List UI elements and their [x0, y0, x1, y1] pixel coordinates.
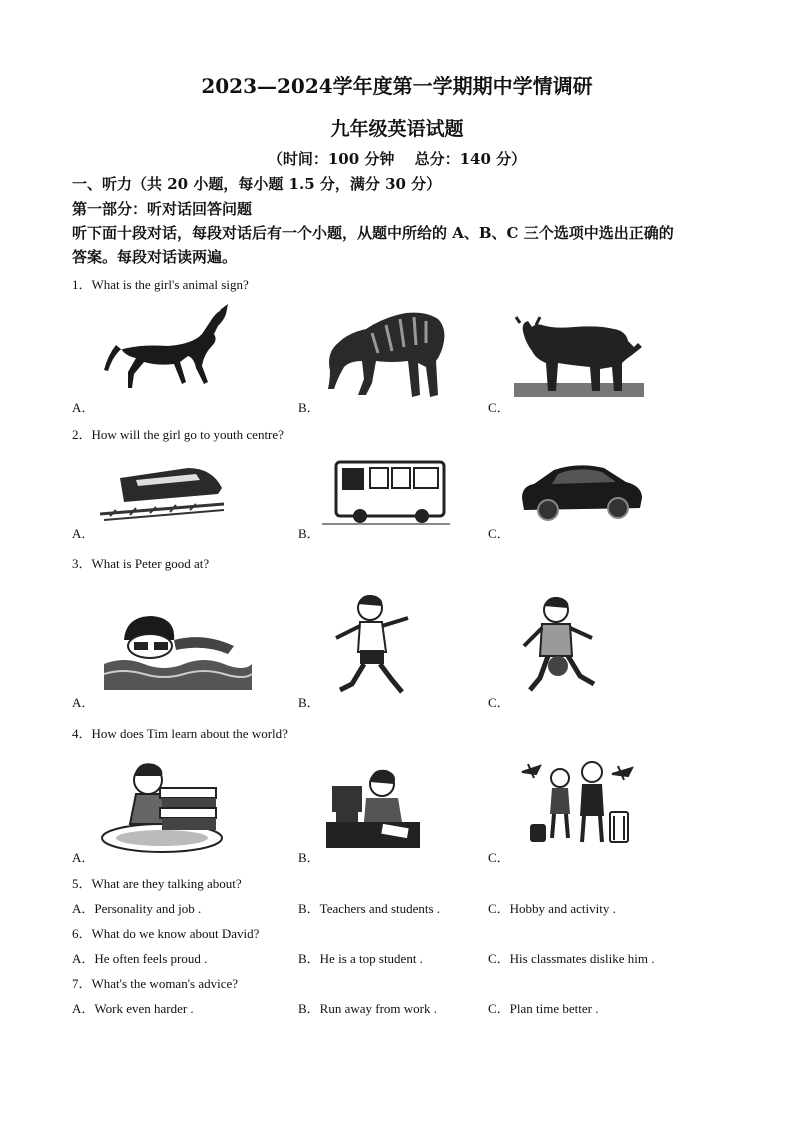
option-label-b: B． [298, 400, 320, 415]
option-5a[interactable]: A．Personality and job . [72, 901, 202, 916]
question-6: 6．What do we know about David? [72, 926, 260, 941]
ox-icon[interactable] [514, 313, 644, 397]
option-label-a: A． [72, 526, 95, 541]
reading-boy-icon[interactable] [100, 758, 224, 856]
question-1: 1．What is the girl's animal sign? [72, 277, 249, 292]
option-6b[interactable]: B．He is a top student . [298, 951, 423, 966]
option-5b[interactable]: B．Teachers and students . [298, 901, 441, 916]
option-label-c: C． [488, 850, 510, 865]
option-label-b: B． [298, 695, 320, 710]
instruction-line-1: 听下面十段对话，每段对话后有一个小题，从题中所给的 A、B、C 三个选项中选出正确的 [72, 224, 674, 242]
option-5c[interactable]: C．Hobby and activity . [488, 901, 616, 916]
swimming-boy-icon[interactable] [104, 610, 252, 690]
option-7b[interactable]: B．Run away from work . [298, 1001, 438, 1016]
option-label-c: C． [488, 695, 510, 710]
computer-user-icon[interactable] [326, 766, 420, 848]
option-7a[interactable]: A．Work even harder . [72, 1001, 194, 1016]
section-heading: 一、听力（共 20 小题，每小题 1.5 分，满分 30 分） [72, 175, 442, 193]
instruction-line-2: 答案。每段对话读两遍。 [72, 248, 238, 266]
horse-icon[interactable] [98, 300, 240, 395]
question-2: 2．How will the girl go to youth centre? [72, 427, 284, 442]
option-label-b: B． [298, 850, 320, 865]
basketball-boy-icon[interactable] [514, 594, 610, 696]
option-7c[interactable]: C．Plan time better . [488, 1001, 599, 1016]
question-4: 4．How does Tim learn about the world? [72, 726, 288, 741]
option-label-a: A． [72, 400, 95, 415]
option-6a[interactable]: A．He often feels proud . [72, 951, 208, 966]
car-icon[interactable] [518, 458, 646, 522]
travelling-family-icon[interactable] [520, 754, 636, 848]
question-3: 3．What is Peter good at? [72, 556, 210, 571]
tiger-icon[interactable] [322, 303, 450, 405]
option-label-c: C． [488, 526, 510, 541]
question-7: 7．What's the woman's advice? [72, 976, 239, 991]
option-label-b: B． [298, 526, 320, 541]
bus-icon[interactable] [322, 456, 450, 526]
question-5: 5．What are they talking about? [72, 876, 242, 891]
train-icon[interactable] [100, 458, 224, 522]
option-6c[interactable]: C．His classmates dislike him . [488, 951, 655, 966]
running-boy-icon[interactable] [330, 592, 418, 698]
exam-subtitle: 九年级英语试题 [330, 118, 464, 140]
part-heading: 第一部分：听对话回答问题 [72, 200, 253, 218]
option-label-a: A． [72, 850, 95, 865]
option-label-a: A． [72, 695, 95, 710]
exam-time-info: （时间：100 分钟 总分：140 分） [267, 150, 527, 168]
option-label-c: C． [488, 400, 510, 415]
exam-title: 2023—2024学年度第一学期期中学情调研 [201, 74, 593, 98]
